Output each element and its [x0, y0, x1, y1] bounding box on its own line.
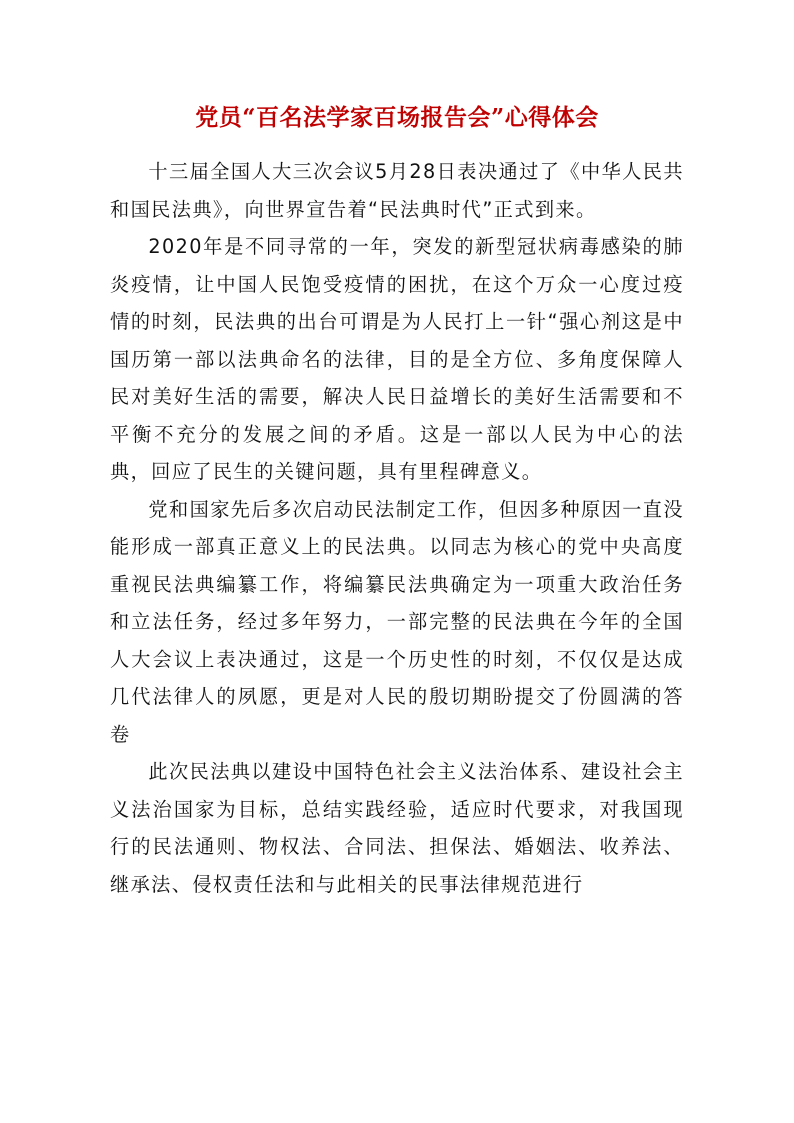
document-title: 党员“百名法学家百场报告会”心得体会 — [195, 104, 599, 131]
paragraph-3: 党和国家先后多次启动民法制定工作，但因多种原因一直没能形成一部真正意义上的民法典。以同志为核心的党中央高度重视民法典编纂工作，将编纂民法典确定为一项重大政治任务和立法任务，经过多年努力，一部完整的民法典在今年的全国人大会议上表决通过，这是一个历史性的时刻，不仅仅是达成几代法律人的夙愿，更是对人民的殷切期盼提交了份圆满的答卷 — [110, 497, 684, 746]
document-body — [110, 153, 684, 903]
paragraph-4: 此次民法典以建设中国特色社会主义法治体系、建设社会主义法治国家为目标，总结实践经验，适应时代要求，对我国现行的民法通则、物权法、合同法、担保法、婚姻法、收养法、继承法、侵权责任法和与此相关的民事法律规范进行 — [110, 760, 684, 896]
paragraph-1: 十三届全国人大三次会议5月28日表决通过了《中华人民共和国民法典》，向世界宣告着“民法典时代”正式到来。 — [110, 160, 684, 221]
paragraph-2: 2020年是不同寻常的一年，突发的新型冠状病毒感染的肺炎疫情，让中国人民饱受疫情的困扰，在这个万众一心度过疫情的时刻，民法典的出台可谓是为人民打上一针“强心剂这是中国历第一部以法典命名的法律，目的是全方位、多角度保障人民对美好生活的需要，解决人民日益增长的美好生活需要和不平衡不充分的发展之间的矛盾。这是一部以人民为中心的法典，回应了民生的关键问题，具有里程碑意义。 — [110, 235, 684, 483]
